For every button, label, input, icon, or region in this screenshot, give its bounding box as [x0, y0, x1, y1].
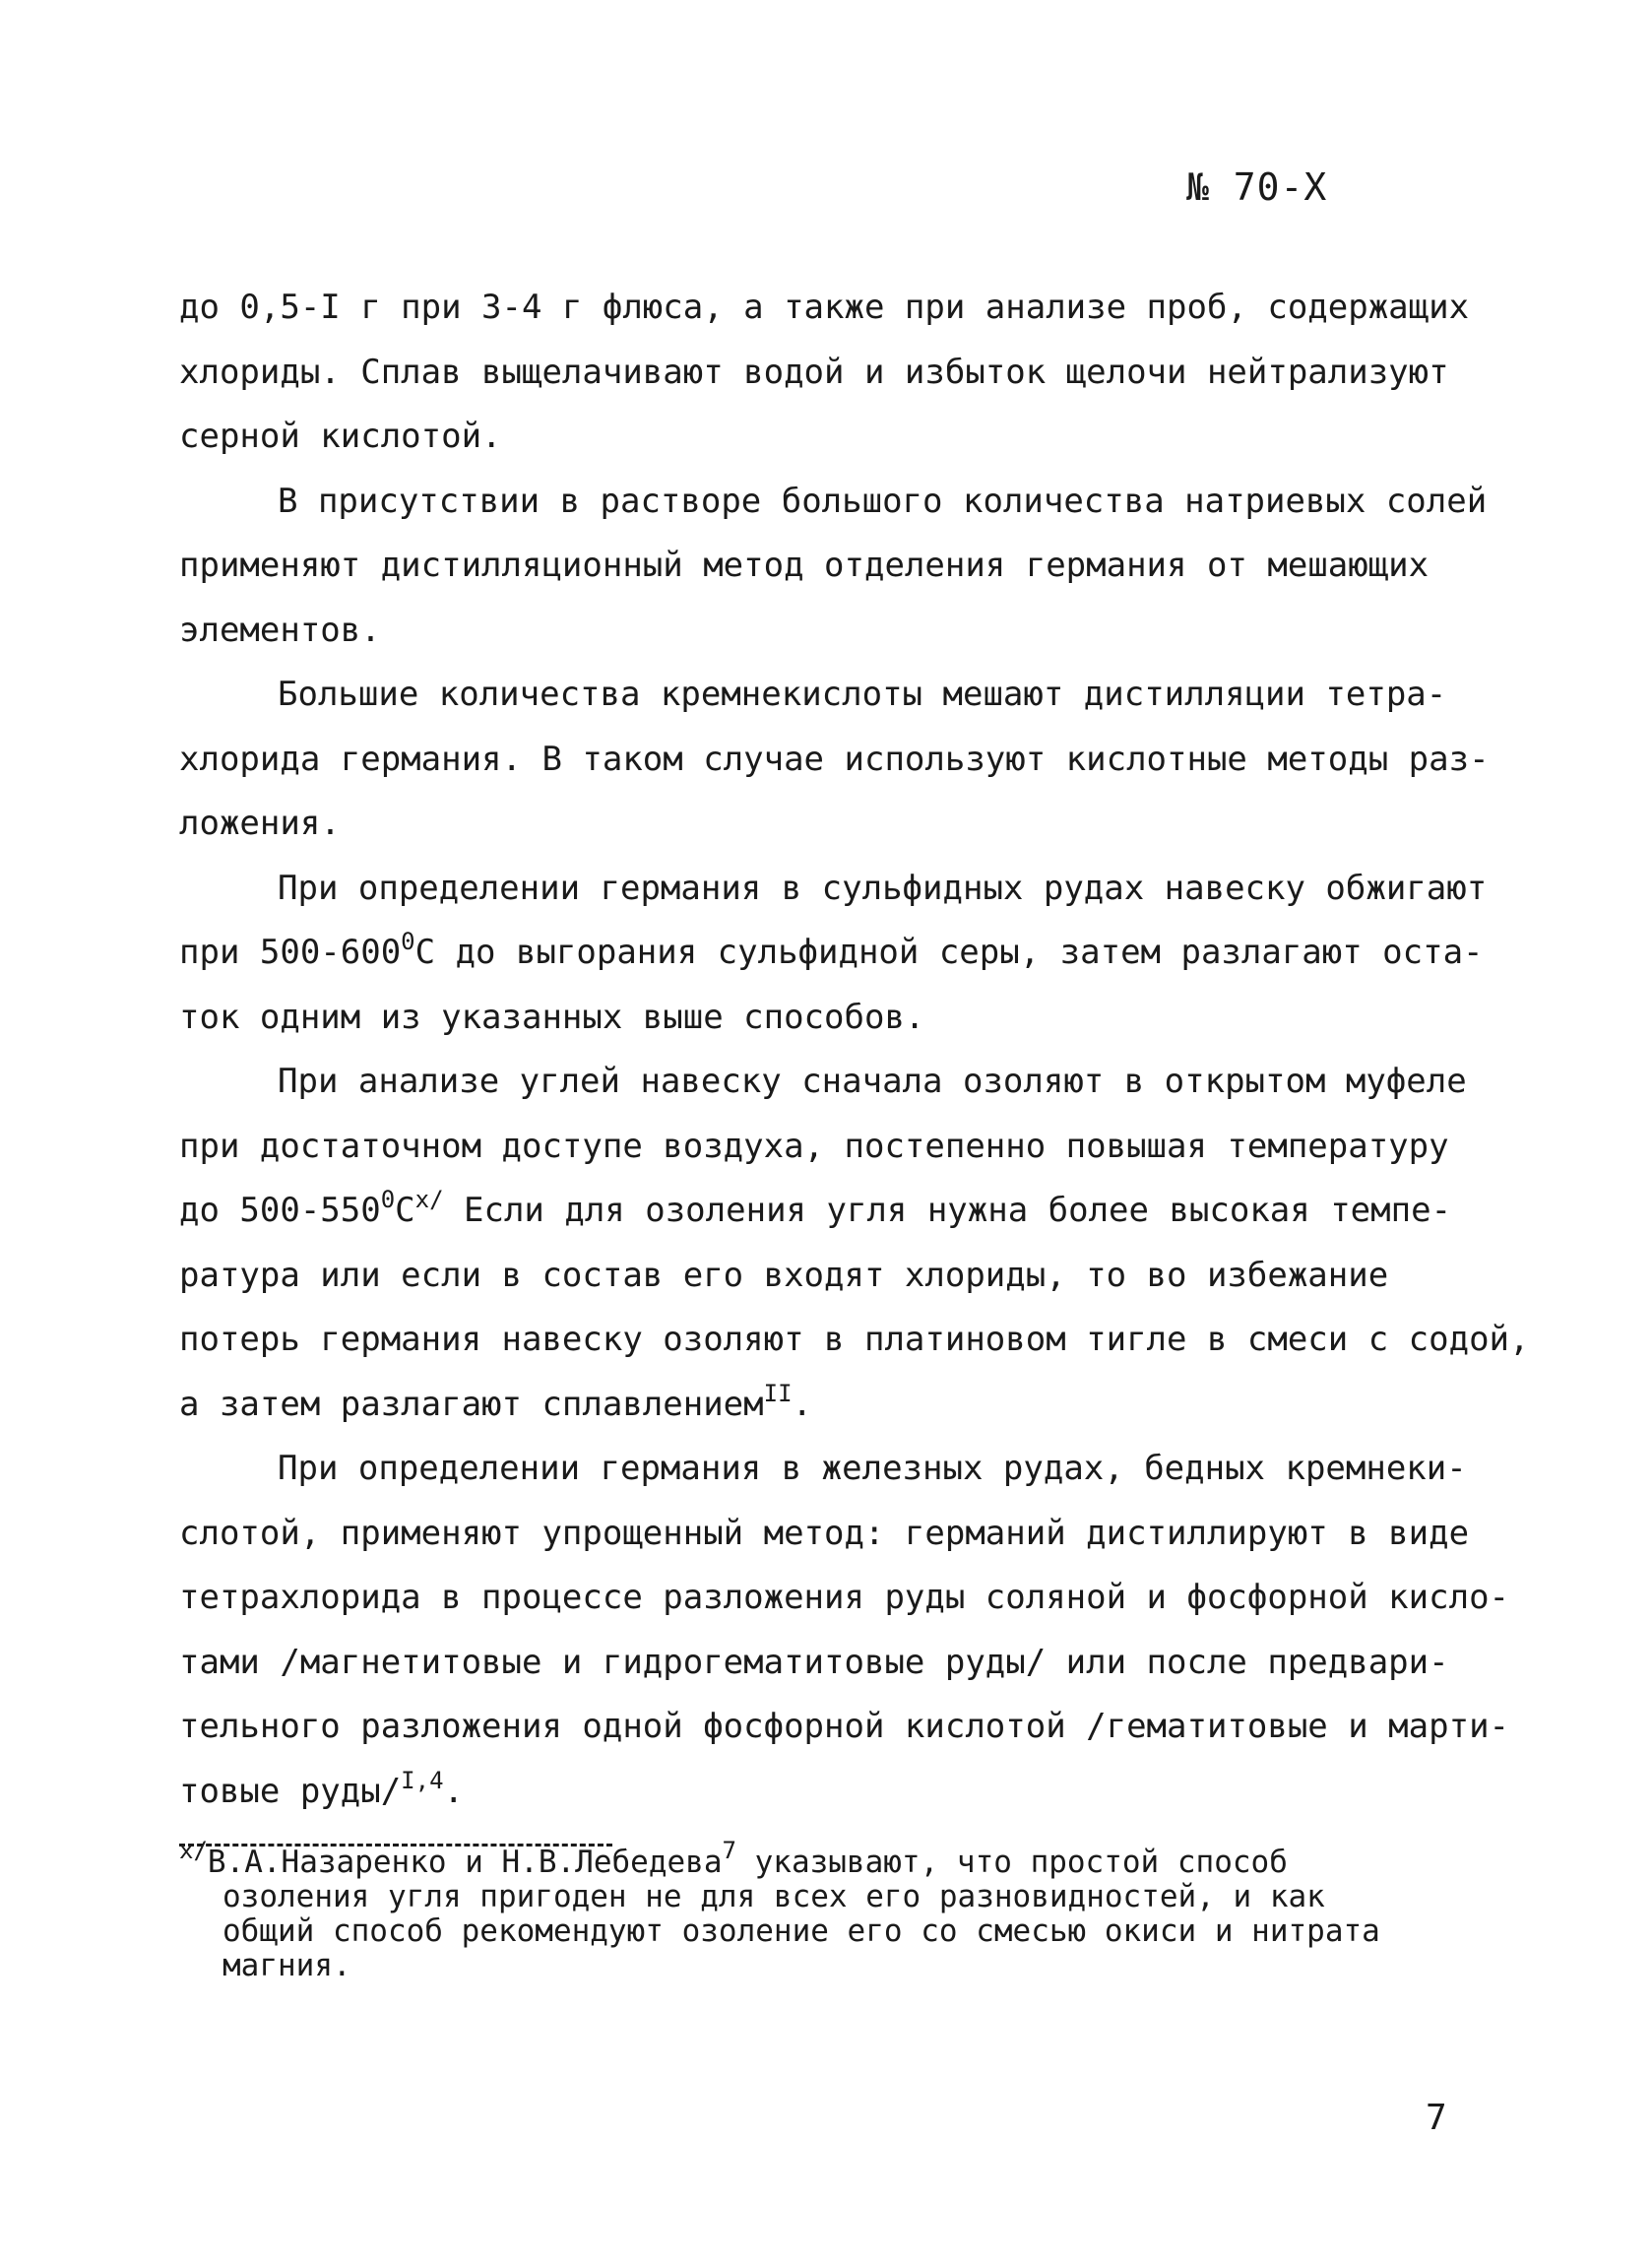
text-line: потерь германия навеску озоляют в платиновом тигле в смеси с содой, — [179, 1320, 1530, 1359]
text-line: при достаточном доступе воздуха, постепенно повышая температуру — [179, 1126, 1449, 1166]
text-line: элементов. — [179, 610, 381, 650]
text-line: хлориды. Сплав выщелачивают водой и избыток щелочи нейтрализуют — [179, 352, 1449, 392]
text-line: тельного разложения одной фосфорной кислотой /гематитовые и марти- — [179, 1707, 1510, 1746]
body-text — [179, 276, 1530, 1824]
text-fragment: при 500-600 — [179, 933, 402, 972]
text-fragment: . — [443, 1771, 465, 1811]
text-fragment: указывают, что простой способ — [735, 1845, 1288, 1880]
text-line: тетрахлорида в процессе разложения руды соляной и фосфорной кисло- — [179, 1578, 1510, 1617]
page-number: 7 — [1426, 2098, 1447, 2138]
footnote-line: магния. — [222, 1948, 351, 1983]
paragraph-first-line: В присутствии в растворе большого количества натриевых солей — [278, 481, 1488, 521]
paragraph-first-line: При анализе углей навеску сначала озоляют в открытом муфеле — [278, 1062, 1467, 1101]
text-line: до 0,5-I г при 3-4 г флюса, а также при анализе проб, содержащих — [179, 288, 1470, 327]
reference-superscript: I,4 — [401, 1766, 444, 1794]
text-fragment: В.А.Назаренко и Н.В.Лебедева — [207, 1845, 723, 1880]
paragraph-first-line: При определении германия в железных рудах, бедных кремнеки- — [278, 1449, 1467, 1488]
text-fragment: С — [395, 1191, 415, 1230]
degree-superscript: 0 — [380, 1186, 396, 1213]
text-line: слотой, применяют упрощенный метод: германий дистиллируют в виде — [179, 1513, 1470, 1553]
text-fragment: Если для озоления угля нужна более высокая темпе- — [443, 1191, 1452, 1230]
text-fragment: до 500-550 — [179, 1191, 381, 1230]
paragraph-first-line: При определении германия в сульфидных рудах навеску обжигают — [278, 868, 1488, 908]
text-line: тами /магнетитовые и гидрогематитовые руды/ или после предвари- — [179, 1642, 1449, 1682]
text-fragment: а затем разлагают сплавлением — [179, 1384, 764, 1424]
text-line: серной кислотой. — [179, 417, 502, 456]
footnote-marker: х/ — [414, 1186, 444, 1213]
text-fragment: . — [792, 1384, 813, 1424]
text-line — [179, 1179, 1489, 1244]
footnote-line: общий способ рекомендуют озоление его со смесью окиси и нитрата — [222, 1913, 1380, 1949]
document-number: № 70-Х — [1186, 165, 1328, 209]
degree-superscript: 0 — [401, 928, 415, 955]
paragraph-first-line: Большие количества кремнекислоты мешают дистилляции тетра- — [278, 675, 1447, 714]
reference-superscript: 7 — [722, 1837, 736, 1864]
text-line: ратура или если в состав его входят хлориды, то во избежание — [179, 1255, 1389, 1295]
text-line — [179, 921, 1489, 986]
text-line — [179, 1373, 1489, 1438]
text-line — [179, 1760, 1489, 1825]
text-fragment: товые руды/ — [179, 1771, 402, 1811]
footnote-line: озоления угля пригоден не для всех его разновидностей, и как — [222, 1879, 1325, 1914]
text-line: ток одним из указанных выше способов. — [179, 997, 925, 1037]
footnote-line — [179, 1837, 1518, 1880]
footnote-marker: х/ — [179, 1837, 208, 1864]
reference-superscript: II — [763, 1379, 793, 1407]
text-line: хлорида германия. В таком случае используют кислотные методы раз- — [179, 739, 1490, 779]
text-line: применяют дистилляционный метод отделения германия от мешающих — [179, 546, 1430, 585]
footnote — [179, 1837, 1518, 1983]
text-fragment: С до выгорания сульфидной серы, затем разлагают оста- — [414, 933, 1484, 972]
text-line: ложения. — [179, 804, 341, 843]
